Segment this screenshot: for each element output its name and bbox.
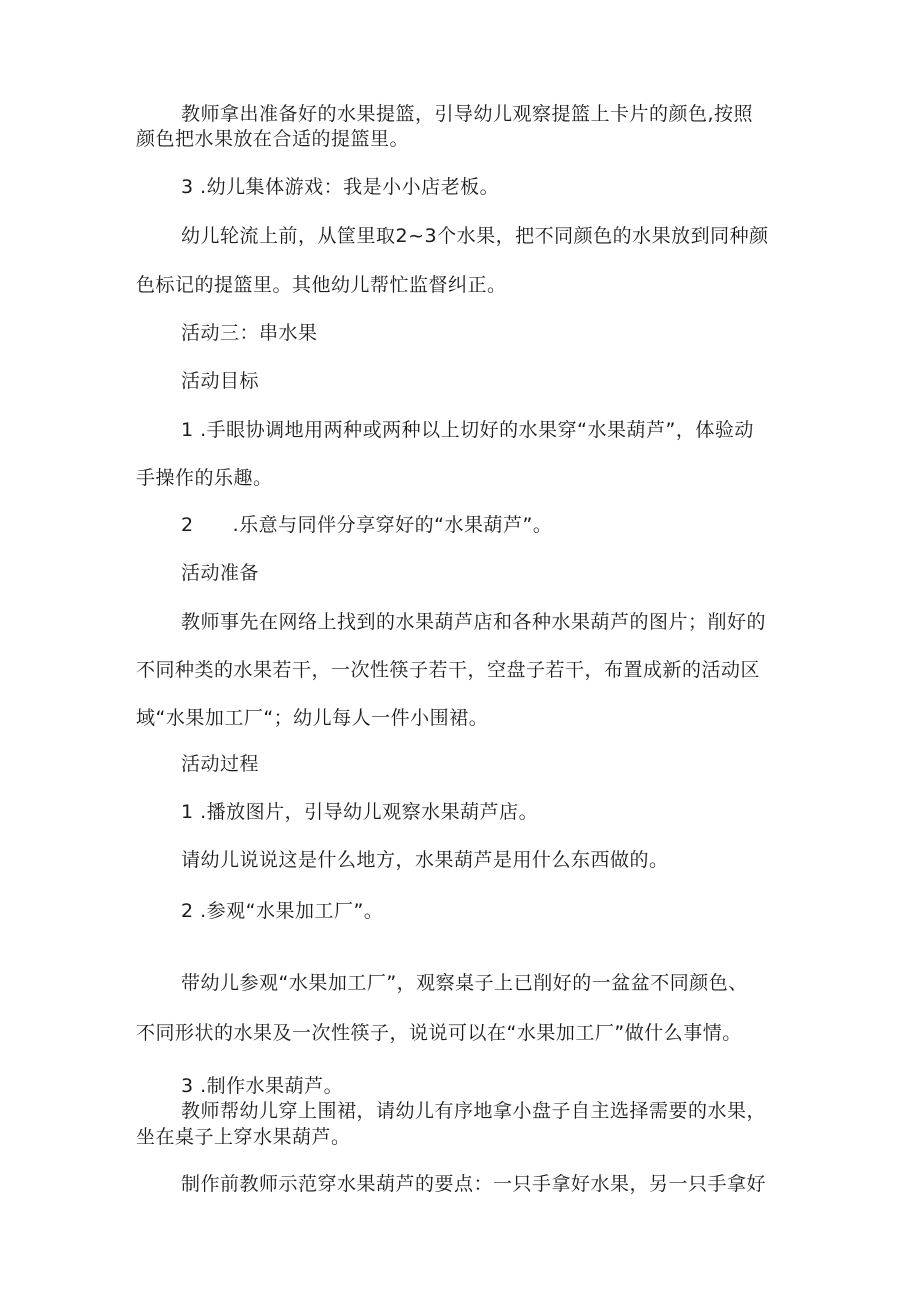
paragraph-line: 坐在桌子上穿水果葫芦。	[136, 1126, 351, 1148]
list-item-heading: 3 .制作水果葫芦。	[181, 1075, 344, 1097]
section-heading: 活动三：串水果	[181, 322, 318, 344]
paragraph-line: 色标记的提篮里。其他幼儿帮忙监督纠正。	[136, 274, 507, 296]
subsection-heading: 活动过程	[181, 753, 260, 775]
paragraph-line: 教师事先在网络上找到的水果葫芦店和各种水果葫芦的图片；削好的	[181, 611, 767, 633]
paragraph-line: 请幼儿说说这是什么地方，水果葫芦是用什么东西做的。	[181, 849, 669, 871]
paragraph-line: 颜色把水果放在合适的提篮里。	[136, 128, 410, 150]
list-item-heading: 1 .播放图片，引导幼儿观察水果葫芦店。	[181, 801, 539, 823]
list-item-heading: 2 .乐意与同伴分享穿好的“水果葫芦”。	[181, 514, 553, 536]
paragraph-line: 域“水果加工厂“；幼儿每人一件小围裙。	[136, 707, 489, 729]
list-item-heading: 3 .幼儿集体游戏：我是小小店老板。	[181, 176, 500, 198]
list-item-heading: 2 .参观“水果加工厂”。	[181, 900, 384, 922]
list-item-heading: 1 .手眼协调地用两种或两种以上切好的水果穿“水果葫芦”，体验动	[181, 419, 754, 441]
paragraph-line: 教师帮幼儿穿上围裙，请幼儿有序地拿小盘子自主选择需要的水果，	[181, 1100, 767, 1122]
paragraph-line: 不同种类的水果若干，一次性筷子若干，空盘子若干，布置成新的活动区	[136, 659, 761, 681]
subsection-heading: 活动准备	[181, 562, 260, 584]
subsection-heading: 活动目标	[181, 370, 260, 392]
paragraph-line: 不同形状的水果及一次性筷子，说说可以在“水果加工厂”做什么事情。	[136, 1022, 742, 1044]
paragraph-line: 幼儿轮流上前，从筐里取2~3个水果，把不同颜色的水果放到同种颜	[181, 225, 769, 247]
paragraph-line: 制作前教师示范穿水果葫芦的要点：一只手拿好水果，另一只手拿好	[181, 1173, 767, 1195]
paragraph-line: 带幼儿参观“水果加工厂”，观察桌子上已削好的一盆盆不同颜色、	[181, 972, 748, 994]
paragraph-line: 手操作的乐趣。	[136, 467, 273, 489]
paragraph-line: 教师拿出准备好的水果提篮，引导幼儿观察提篮上卡片的颜色,按照	[181, 103, 754, 125]
